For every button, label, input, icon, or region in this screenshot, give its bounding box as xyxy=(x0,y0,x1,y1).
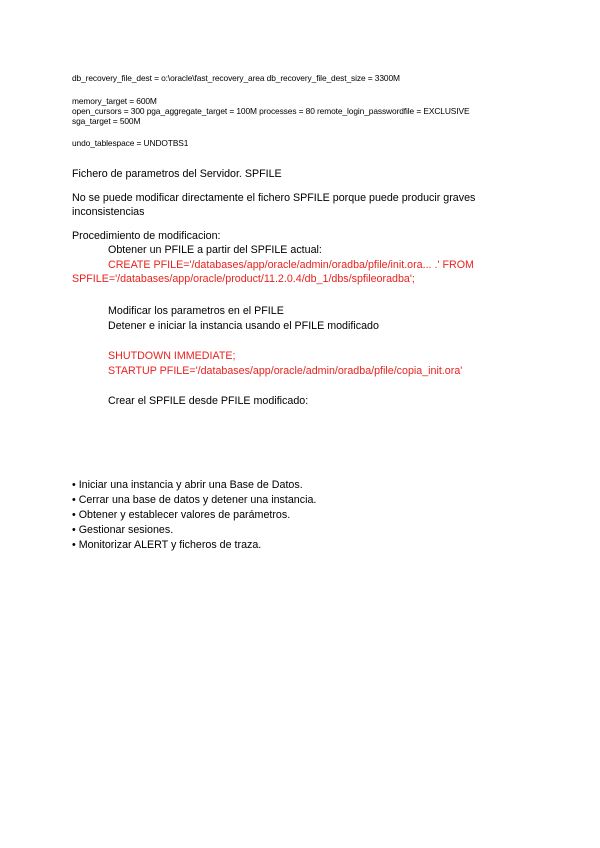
spfile-heading: Fichero de parametros del Servidor. SPFILE xyxy=(72,168,282,180)
param-open-cursors: open_cursors = 300 pga_aggregate_target = 100M processes = 80 remote_login_passwordfile = EXCLUSIVE xyxy=(72,106,470,116)
step-obtain-pfile: Obtener un PFILE a partir del SPFILE actual: xyxy=(108,244,322,256)
param-memory-target: memory_target = 600M xyxy=(72,96,157,106)
procedure-title: Procedimiento de modificacion: xyxy=(72,230,221,242)
bullet-item-1: • Iniciar una instancia y abrir una Base de Datos. xyxy=(72,479,303,491)
step-modify-params: Modificar los parametros en el PFILE xyxy=(108,305,284,317)
bullet-item-3: • Obtener y establecer valores de parámetros. xyxy=(72,509,291,521)
spfile-warning-line2: inconsistencias xyxy=(72,206,145,218)
step-create-spfile: Crear el SPFILE desde PFILE modificado: xyxy=(108,395,309,407)
param-recovery-dest: db_recovery_file_dest = o:\oracle\fast_recovery_area db_recovery_file_dest_size = 3300M xyxy=(72,73,400,83)
param-sga-target: sga_target = 500M xyxy=(72,116,141,126)
command-create-pfile-line1: CREATE PFILE='/databases/app/oracle/admin/oradba/pfile/init.ora... .' FROM xyxy=(108,259,474,271)
command-shutdown: SHUTDOWN IMMEDIATE; xyxy=(108,350,236,362)
step-restart-instance: Detener e iniciar la instancia usando el PFILE modificado xyxy=(108,320,379,332)
bullet-item-4: • Gestionar sesiones. xyxy=(72,524,174,536)
bullet-item-2: • Cerrar una base de datos y detener una instancia. xyxy=(72,494,317,506)
command-create-pfile-line2: SPFILE='/databases/app/oracle/product/11.2.0.4/db_1/dbs/spfileoradba'; xyxy=(72,273,415,285)
bullet-item-5: • Monitorizar ALERT y ficheros de traza. xyxy=(72,539,262,551)
param-undo-tablespace: undo_tablespace = UNDOTBS1 xyxy=(72,138,189,148)
command-startup: STARTUP PFILE='/databases/app/oracle/admin/oradba/pfile/copia_init.ora' xyxy=(108,365,463,377)
spfile-warning-line1: No se puede modificar directamente el fichero SPFILE porque puede producir graves xyxy=(72,192,476,204)
